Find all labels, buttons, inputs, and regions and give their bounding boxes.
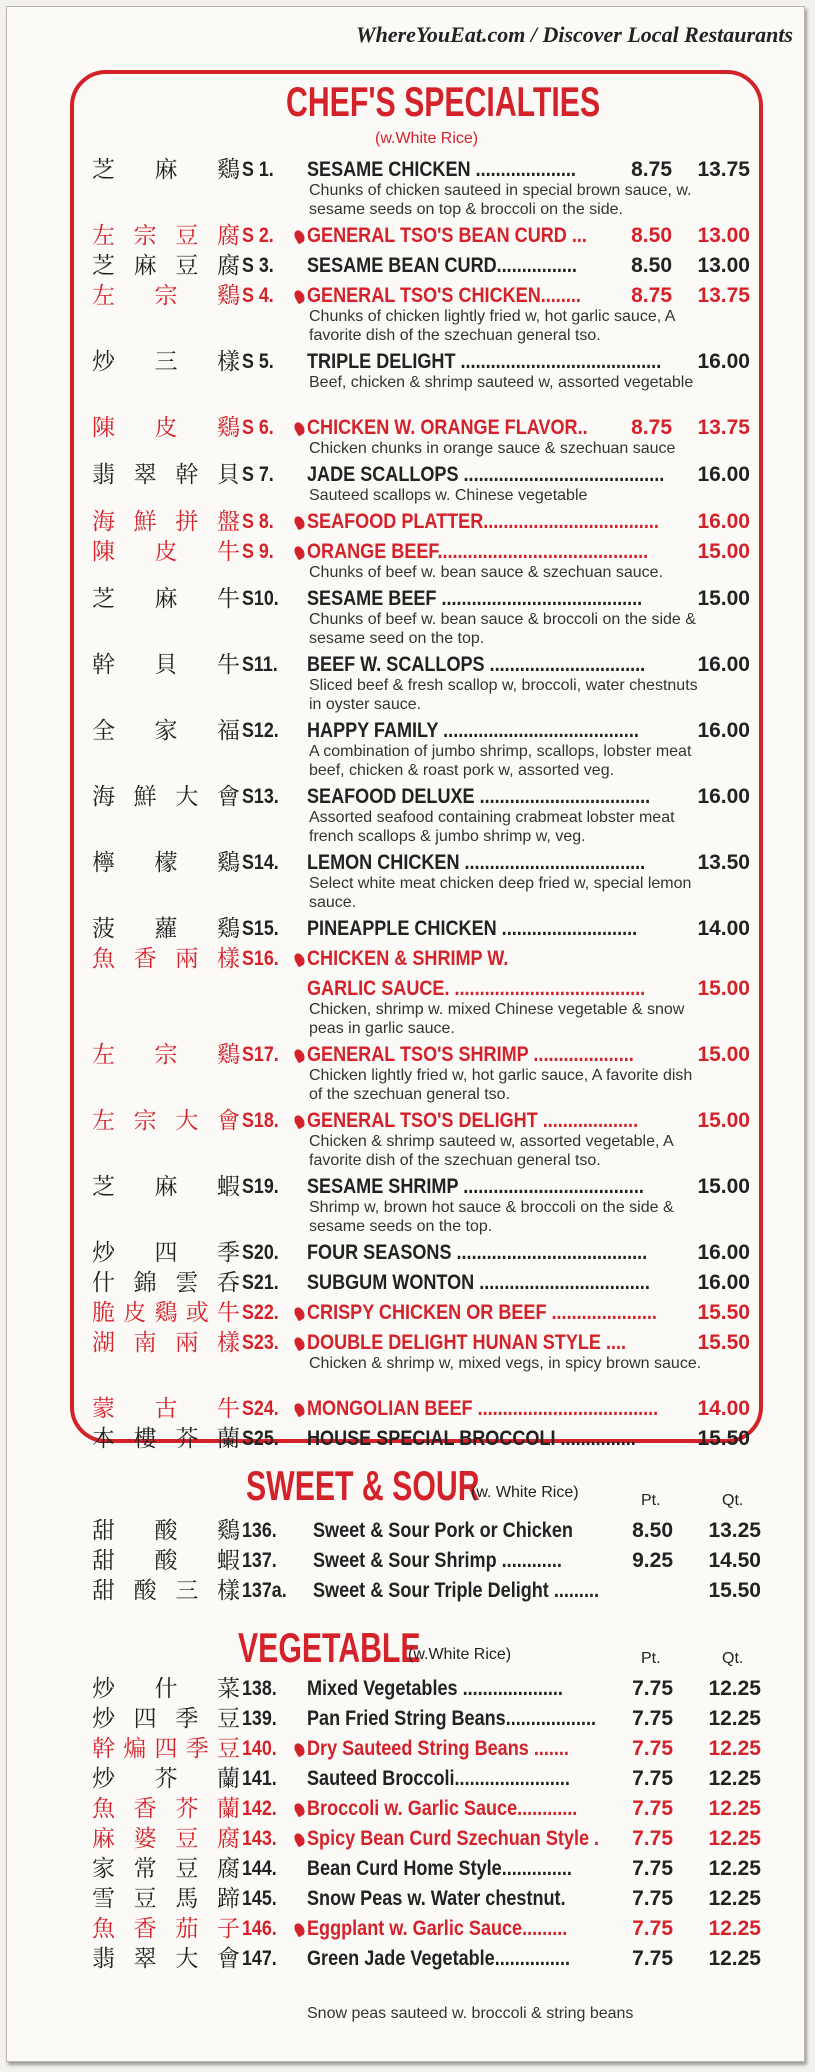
- vegetable-item-code: 143.: [242, 1827, 277, 1850]
- vegetable-item-price-small: 7.75: [632, 1677, 673, 1700]
- chef-specialties-subtitle: (w.White Rice): [375, 130, 479, 147]
- chef-item-price-large: 13.75: [697, 284, 750, 307]
- chef-item-name-text: DOUBLE DELIGHT HUNAN STYLE ....: [307, 1331, 627, 1354]
- vegetable-item-price-small: 7.75: [632, 1767, 673, 1790]
- chef-item-name: [307, 944, 672, 974]
- sweet-item-price-large: 15.50: [708, 1579, 761, 1602]
- vegetable-item-name-text: Bean Curd Home Style..............: [307, 1857, 572, 1880]
- chef-item-code: S18.: [242, 1109, 279, 1132]
- chef-item-price-large: 15.00: [697, 587, 750, 610]
- chef-item-price-small: 8.50: [631, 254, 672, 277]
- chef-item-description: A combination of jumbo shrimp, scallops, lobster meat beef, chicken & roast pork w, assorted veg.: [309, 743, 692, 779]
- sweet-item-name-text: Sweet & Sour Triple Delight .........: [313, 1579, 600, 1602]
- chef-item-price-large: 16.00: [697, 785, 750, 808]
- chef-item-chinese-name: 檸 檬 鷄: [92, 850, 240, 876]
- chef-item-row[interactable]: [0, 507, 815, 537]
- chef-item-chinese-name: 左 宗 鷄: [92, 1042, 240, 1068]
- chef-item-chinese-name: 翡 翠 幹 貝: [92, 462, 240, 488]
- sweet-item-code: 137a.: [242, 1579, 287, 1602]
- vegetable-item-row[interactable]: [0, 1764, 815, 1794]
- chef-item-price-large: 16.00: [697, 653, 750, 676]
- chef-item-price-large: 15.00: [697, 540, 750, 563]
- vegetable-item-row[interactable]: [0, 1734, 815, 1764]
- chef-item-chinese-name: 海 鮮 大 會: [92, 784, 240, 810]
- vegetable-title: VEGETABLE: [238, 1624, 421, 1671]
- chef-item-name-text: SESAME BEEF ........................................: [307, 587, 643, 610]
- chef-item-description: Beef, chicken & shrimp sauteed w, assorted vegetable: [309, 374, 694, 391]
- chef-item-price-large: 13.00: [697, 254, 750, 277]
- chef-item-name-text: CHICKEN W. ORANGE FLAVOR..: [307, 416, 588, 439]
- chef-item-chinese-name: 芝 麻 鷄: [92, 157, 240, 183]
- chef-item-code: S15.: [242, 917, 279, 940]
- vegetable-item-price-small: 7.75: [632, 1887, 673, 1910]
- chef-item-name: [307, 1394, 672, 1424]
- chili-pepper-icon: [292, 1114, 306, 1130]
- vegetable-item-row[interactable]: [0, 1674, 815, 1704]
- vegetable-item-price-small: 7.75: [632, 1917, 673, 1940]
- chef-item-description: Chicken, shrimp w. mixed Chinese vegetable & snow peas in garlic sauce.: [309, 1001, 685, 1037]
- chef-item-name-text: PINEAPPLE CHICKEN ...........................: [307, 917, 638, 940]
- chef-item-chinese-name: 蒙 古 牛: [92, 1396, 240, 1422]
- chef-item-chinese-name: 魚 香 兩 樣: [92, 946, 240, 972]
- chef-item-name: [307, 914, 672, 944]
- chef-item-chinese-name: 海 鮮 拼 盤: [92, 509, 240, 535]
- sweet-item-row[interactable]: [0, 1516, 815, 1546]
- chili-pepper-icon: [292, 1922, 306, 1938]
- chili-pepper-icon: [292, 1832, 306, 1848]
- chef-item-chinese-name: 脆 皮 鷄 或 牛: [92, 1300, 240, 1326]
- sweet-item-price-small: 8.50: [632, 1519, 673, 1542]
- chef-item-name-text: CHICKEN & SHRIMP W.: [307, 947, 509, 970]
- chef-item-chinese-name: 陳 皮 牛: [92, 539, 240, 565]
- chef-item-code: S14.: [242, 851, 279, 874]
- chili-pepper-icon: [292, 545, 306, 561]
- chef-item-description: Select white meat chicken deep fried w, special lemon sauce.: [309, 875, 692, 911]
- chef-item-description: Assorted seafood containing crabmeat lobster meat french scallops & jumbo shrimp w, veg.: [309, 809, 675, 845]
- vegetable-item-name-text: Eggplant w. Garlic Sauce.........: [307, 1917, 568, 1940]
- vegetable-item-code: 140.: [242, 1737, 277, 1760]
- chef-item-name-text: GENERAL TSO'S BEAN CURD ...: [307, 224, 587, 247]
- chef-item-row[interactable]: [0, 1424, 815, 1454]
- vegetable-item-code: 142.: [242, 1797, 277, 1820]
- chef-item-price-large: 16.00: [697, 1241, 750, 1264]
- chili-pepper-icon: [292, 1048, 306, 1064]
- sweet-qt-header: Qt.: [722, 1492, 744, 1509]
- chili-pepper-icon: [292, 421, 306, 437]
- chef-item-price-large: 16.00: [697, 510, 750, 533]
- chef-item-row[interactable]: [0, 221, 815, 251]
- chef-item-price-large: 14.00: [697, 917, 750, 940]
- vegetable-subtitle: (w.White Rice): [408, 1646, 512, 1663]
- vegetable-item-code: 138.: [242, 1677, 277, 1700]
- chef-item-code: S10.: [242, 587, 279, 610]
- vegetable-item-code: 144.: [242, 1857, 277, 1880]
- chef-item-name-text: SESAME SHRIMP ....................................: [307, 1175, 644, 1198]
- vegetable-note: Snow peas sauteed w. broccoli & string beans: [307, 2005, 634, 2022]
- chef-item-name-text: HOUSE SPECIAL BROCCOLI ...............: [307, 1427, 636, 1450]
- vegetable-item-price-large: 12.25: [708, 1767, 761, 1790]
- chef-item-chinese-name: 左 宗 大 會: [92, 1108, 240, 1134]
- chef-item-chinese-name: 陳 皮 鷄: [92, 415, 240, 441]
- chef-item-code: S 2.: [242, 224, 274, 247]
- chef-item-code: S 3.: [242, 254, 274, 277]
- sweet-item-code: 136.: [242, 1519, 277, 1542]
- vegetable-item-price-small: 7.75: [632, 1707, 673, 1730]
- chili-pepper-icon: [292, 952, 306, 968]
- chef-item-code: S25.: [242, 1427, 279, 1450]
- chef-item-price-large: 16.00: [697, 350, 750, 373]
- chef-item-code: S 9.: [242, 540, 274, 563]
- chef-item-code: S23.: [242, 1331, 279, 1354]
- chef-item-description: Shrimp w, brown hot sauce & broccoli on the side & sesame seeds on the top.: [309, 1199, 674, 1235]
- chef-item-description: Chunks of chicken lightly fried w, hot garlic sauce, A favorite dish of the szechuan general tso.: [309, 308, 675, 344]
- chef-item-price-large: 15.50: [697, 1331, 750, 1354]
- chef-item-price-large: 15.00: [697, 1043, 750, 1066]
- chef-item-name-text: GENERAL TSO'S SHRIMP ....................: [307, 1043, 634, 1066]
- chef-item-code: S11.: [242, 653, 278, 676]
- chef-item-row[interactable]: [0, 914, 815, 944]
- sweet-item-chinese-name: 甜 酸 蝦: [92, 1548, 240, 1574]
- chef-item-description: Chicken chunks in orange sauce & szechuan sauce: [309, 440, 676, 457]
- vegetable-item-name-text: Pan Fried String Beans..................: [307, 1707, 597, 1730]
- chef-item-name-text: SEAFOOD DELUXE ..................................: [307, 785, 651, 808]
- chili-pepper-icon: [292, 229, 306, 245]
- vegetable-item-row[interactable]: [0, 1944, 815, 1974]
- chef-item-chinese-name: 芝 麻 牛: [92, 586, 240, 612]
- chef-item-chinese-name: 芝 麻 豆 腐: [92, 253, 240, 279]
- chef-item-chinese-name: 左 宗 鷄: [92, 283, 240, 309]
- vegetable-item-price-large: 12.25: [708, 1677, 761, 1700]
- vegetable-item-chinese-name: 炒 什 菜: [92, 1676, 240, 1702]
- vegetable-item-price-large: 12.25: [708, 1707, 761, 1730]
- vegetable-item-price-small: 7.75: [632, 1947, 673, 1970]
- sweet-pt-header: Pt.: [641, 1492, 661, 1509]
- vegetable-item-name-text: Green Jade Vegetable...............: [307, 1947, 570, 1970]
- chef-item-price-small: 8.75: [631, 158, 672, 181]
- chili-pepper-icon: [292, 1742, 306, 1758]
- chef-item-name-text: JADE SCALLOPS ........................................: [307, 463, 665, 486]
- vegetable-item-price-small: 7.75: [632, 1827, 673, 1850]
- chef-item-description: Sauteed scallops w. Chinese vegetable: [309, 487, 588, 504]
- vegetable-item-chinese-name: 魚 香 茄 子: [92, 1916, 240, 1942]
- chef-item-chinese-name: 本 樓 芥 蘭: [92, 1426, 240, 1452]
- vegetable-item-chinese-name: 幹 煸 四 季 豆: [92, 1736, 240, 1762]
- chef-item-code: S 6.: [242, 416, 274, 439]
- sweet-item-row[interactable]: [0, 1546, 815, 1576]
- chef-item-name: [307, 1298, 672, 1328]
- chef-item-description: Sliced beef & fresh scallop w, broccoli, water chestnuts in oyster sauce.: [309, 677, 698, 713]
- chef-item-name-text: GENERAL TSO'S CHICKEN........: [307, 284, 581, 307]
- vegetable-item-name-text: Snow Peas w. Water chestnut.: [307, 1887, 566, 1910]
- chef-item-row[interactable]: [0, 1298, 815, 1328]
- chef-item-price-large: 15.50: [697, 1427, 750, 1450]
- sweet-item-row[interactable]: [0, 1576, 815, 1606]
- sweet-sour-title: SWEET & SOUR: [246, 1462, 480, 1509]
- chef-item-code: S24.: [242, 1397, 279, 1420]
- chef-item-price-large: 16.00: [697, 1271, 750, 1294]
- chef-item-code: S 4.: [242, 284, 274, 307]
- vegetable-item-chinese-name: 炒 四 季 豆: [92, 1706, 240, 1732]
- vegetable-item-price-large: 12.25: [708, 1827, 761, 1850]
- vegetable-item-chinese-name: 翡 翠 大 會: [92, 1946, 240, 1972]
- chili-pepper-icon: [292, 515, 306, 531]
- vegetable-item-row[interactable]: [0, 1704, 815, 1734]
- chili-pepper-icon: [292, 1306, 306, 1322]
- chef-specialties-title: CHEF'S SPECIALTIES: [286, 78, 601, 125]
- sweet-sour-subtitle: (w. White Rice): [471, 1484, 579, 1501]
- vegetable-item-chinese-name: 雪 豆 馬 蹄: [92, 1886, 240, 1912]
- vegetable-item-name-text: Sauteed Broccoli.......................: [307, 1767, 570, 1790]
- vegetable-item-price-large: 12.25: [708, 1857, 761, 1880]
- chef-item-row[interactable]: [0, 1268, 815, 1298]
- chef-item-name-text: SESAME CHICKEN ....................: [307, 158, 576, 181]
- sweet-item-name: [313, 1576, 673, 1606]
- vegetable-item-price-large: 12.25: [708, 1887, 761, 1910]
- chef-item-name-text: GARLIC SAUCE. ......................................: [307, 977, 646, 1000]
- sweet-item-chinese-name: 甜 酸 鷄: [92, 1518, 240, 1544]
- chef-item-code: S20.: [242, 1241, 279, 1264]
- vegetable-item-name-text: Dry Sauteed String Beans .......: [307, 1737, 569, 1760]
- vegetable-item-chinese-name: 家 常 豆 腐: [92, 1856, 240, 1882]
- chef-item-name-text: HAPPY FAMILY .......................................: [307, 719, 639, 742]
- chef-item-name: [307, 1238, 672, 1268]
- vegetable-item-code: 139.: [242, 1707, 277, 1730]
- vegetable-item-price-large: 12.25: [708, 1797, 761, 1820]
- chili-pepper-icon: [292, 1402, 306, 1418]
- chef-item-description: Chicken & shrimp w, mixed vegs, in spicy brown sauce.: [309, 1355, 702, 1372]
- chef-item-chinese-name: 炒 四 季: [92, 1240, 240, 1266]
- chef-item-price-large: 13.50: [697, 851, 750, 874]
- chef-item-price-large: 15.00: [697, 1109, 750, 1132]
- chef-item-row[interactable]: [0, 944, 815, 974]
- vegetable-pt-header: Pt.: [641, 1650, 661, 1667]
- chef-item-name: [307, 1424, 672, 1454]
- chef-item-name-text: TRIPLE DELIGHT ........................................: [307, 350, 662, 373]
- chef-item-chinese-name: 什 錦 雲 呑: [92, 1270, 240, 1296]
- chef-item-description: Chunks of chicken sauteed in special brown sauce, w. sesame seeds on top & broccoli on the side.: [309, 182, 692, 218]
- chef-item-code: S 5.: [242, 350, 274, 373]
- vegetable-item-row[interactable]: [0, 1914, 815, 1944]
- vegetable-item-name-text: Mixed Vegetables ....................: [307, 1677, 563, 1700]
- chef-item-chinese-name: 左 宗 豆 腐: [92, 223, 240, 249]
- vegetable-item-name-text: Spicy Bean Curd Szechuan Style .: [307, 1827, 600, 1850]
- chef-item-row[interactable]: [0, 1238, 815, 1268]
- vegetable-item-name-text: Broccoli w. Garlic Sauce............: [307, 1797, 578, 1820]
- chef-item-price-large: 13.75: [697, 416, 750, 439]
- vegetable-item-price-small: 7.75: [632, 1857, 673, 1880]
- chef-item-row[interactable]: [0, 251, 815, 281]
- chef-item-price-large: 14.00: [697, 1397, 750, 1420]
- chef-item-price-large: 15.00: [697, 1175, 750, 1198]
- chef-item-code: S19.: [242, 1175, 279, 1198]
- sweet-item-code: 137.: [242, 1549, 277, 1572]
- chef-item-name: [307, 1268, 672, 1298]
- sweet-item-name-text: Sweet & Sour Shrimp ............: [313, 1549, 562, 1572]
- chef-item-price-small: 8.75: [631, 284, 672, 307]
- vegetable-item-price-large: 12.25: [708, 1917, 761, 1940]
- sweet-item-price-large: 13.25: [708, 1519, 761, 1542]
- sweet-item-chinese-name: 甜 酸 三 樣: [92, 1578, 240, 1604]
- chef-item-code: S 7.: [242, 463, 274, 486]
- chef-item-name-text: SEAFOOD PLATTER...................................: [307, 510, 659, 533]
- vegetable-item-price-small: 7.75: [632, 1737, 673, 1760]
- vegetable-item-row[interactable]: [0, 1854, 815, 1884]
- chef-item-chinese-name: 炒 三 樣: [92, 349, 240, 375]
- sweet-item-name-text: Sweet & Sour Pork or Chicken: [313, 1519, 573, 1542]
- chef-item-code: S21.: [242, 1271, 279, 1294]
- vegetable-item-chinese-name: 麻 婆 豆 腐: [92, 1826, 240, 1852]
- chef-item-description: Chunks of beef w. bean sauce & szechuan sauce.: [309, 564, 664, 581]
- chef-item-name-text: MONGOLIAN BEEF ....................................: [307, 1397, 659, 1420]
- chef-item-name-text: FOUR SEASONS ......................................: [307, 1241, 648, 1264]
- vegetable-item-price-large: 12.25: [708, 1947, 761, 1970]
- chef-item-price-large: 16.00: [697, 719, 750, 742]
- vegetable-item-code: 145.: [242, 1887, 277, 1910]
- vegetable-item-chinese-name: 炒 芥 蘭: [92, 1766, 240, 1792]
- chef-item-chinese-name: 幹 貝 牛: [92, 652, 240, 678]
- chef-item-chinese-name: 芝 麻 蝦: [92, 1174, 240, 1200]
- vegetable-item-code: 147.: [242, 1947, 277, 1970]
- chef-item-chinese-name: 全 家 福: [92, 718, 240, 744]
- chef-item-code: S22.: [242, 1301, 279, 1324]
- chef-item-price-large: 15.50: [697, 1301, 750, 1324]
- chef-item-row[interactable]: [0, 1394, 815, 1424]
- chef-item-name-text: BEEF W. SCALLOPS ...............................: [307, 653, 646, 676]
- site-header[interactable]: WhereYouEat.com / Discover Local Restaurants: [356, 22, 793, 47]
- sweet-item-price-large: 14.50: [708, 1549, 761, 1572]
- chef-item-code: S 8.: [242, 510, 274, 533]
- chef-item-description: Chicken lightly fried w, hot garlic sauce, A favorite dish of the szechuan general tso.: [309, 1067, 693, 1103]
- chef-item-chinese-name: 湖 南 兩 樣: [92, 1330, 240, 1356]
- chef-item-price-small: 8.50: [631, 224, 672, 247]
- vegetable-item-chinese-name: 魚 香 芥 蘭: [92, 1796, 240, 1822]
- vegetable-item-price-large: 12.25: [708, 1737, 761, 1760]
- chef-item-price-large: 15.00: [697, 977, 750, 1000]
- chef-item-code: S13.: [242, 785, 279, 808]
- chef-item-description: Chicken & shrimp sauteed w, assorted vegetable, A favorite dish of the szechuan general tso.: [309, 1133, 673, 1169]
- chili-pepper-icon: [292, 289, 306, 305]
- sweet-item-price-small: 9.25: [632, 1549, 673, 1572]
- chef-item-code: S 1.: [242, 158, 274, 181]
- chef-item-description: Chunks of beef w. bean sauce & broccoli on the side & sesame seed on the top.: [309, 611, 696, 647]
- chef-item-name-text: SUBGUM WONTON ..................................: [307, 1271, 650, 1294]
- vegetable-item-row[interactable]: [0, 1884, 815, 1914]
- chef-item-code: S12.: [242, 719, 279, 742]
- chef-item-code: S17.: [242, 1043, 279, 1066]
- vegetable-item-code: 141.: [242, 1767, 277, 1790]
- chef-item-name-text: LEMON CHICKEN ....................................: [307, 851, 646, 874]
- chef-item-code: S16.: [242, 947, 279, 970]
- vegetable-item-code: 146.: [242, 1917, 277, 1940]
- chef-item-name: [307, 507, 672, 537]
- vegetable-item-row[interactable]: [0, 1794, 815, 1824]
- chef-item-name-text: GENERAL TSO'S DELIGHT ...................: [307, 1109, 639, 1132]
- chef-item-price-large: 13.00: [697, 224, 750, 247]
- vegetable-item-row[interactable]: [0, 1824, 815, 1854]
- vegetable-qt-header: Qt.: [722, 1650, 744, 1667]
- chef-item-price-small: 8.75: [631, 416, 672, 439]
- chili-pepper-icon: [292, 1802, 306, 1818]
- chili-pepper-icon: [292, 1336, 306, 1352]
- chef-item-price-large: 13.75: [697, 158, 750, 181]
- chef-item-chinese-name: 菠 蘿 鷄: [92, 916, 240, 942]
- chef-item-price-large: 16.00: [697, 463, 750, 486]
- vegetable-item-price-small: 7.75: [632, 1797, 673, 1820]
- chef-item-name-text: CRISPY CHICKEN OR BEEF .....................: [307, 1301, 657, 1324]
- chef-item-name-text: SESAME BEAN CURD................: [307, 254, 577, 277]
- chef-item-name-text: ORANGE BEEF..........................................: [307, 540, 649, 563]
